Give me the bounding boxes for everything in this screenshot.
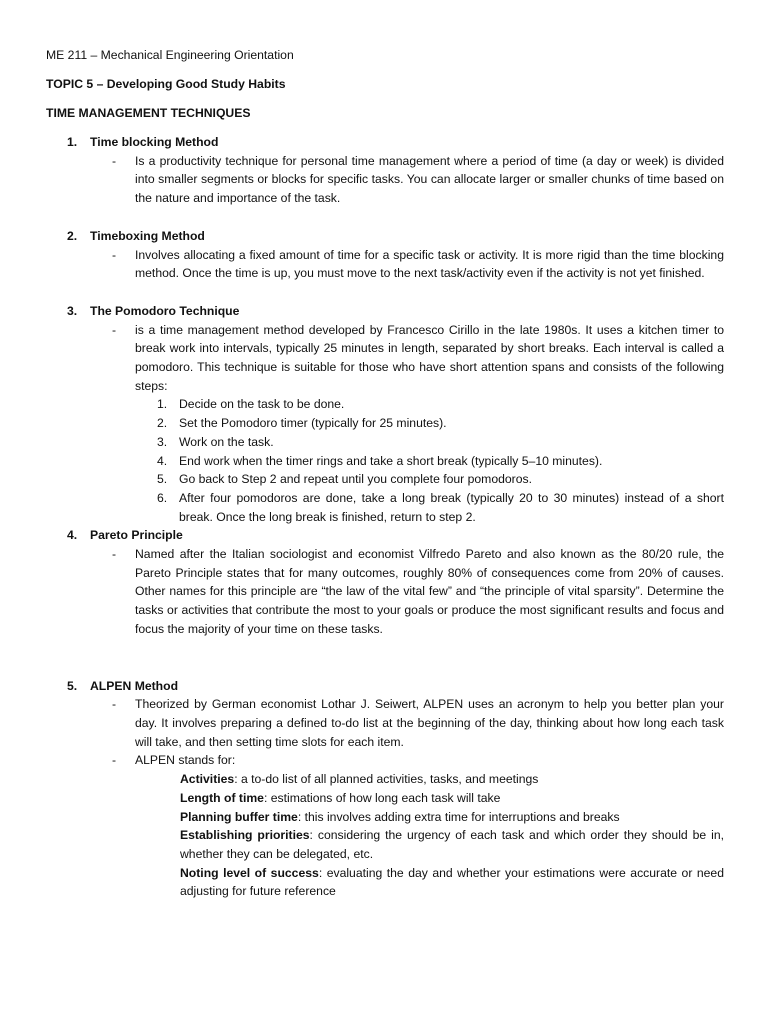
- list-item: [180, 826, 724, 863]
- list-item: [180, 864, 724, 901]
- term-description: : evaluating the day and whether your estimations were accurate or need adjusting for future reference: [180, 865, 724, 899]
- term-description: : this involves adding extra time for interruptions and breaks: [297, 809, 620, 824]
- document-title: TIME MANAGEMENT TECHNIQUES: [46, 106, 251, 120]
- bullet-text: Is a productivity technique for personal time management where a period of time (a day or week) is divided into smaller segments or blocks for specific tasks. You can allocate larger or smaller chunks of time based on the nature and importance of the task.: [135, 153, 724, 206]
- step-text: Decide on the task to be done.: [179, 397, 345, 412]
- section-title: The Pomodoro Technique: [90, 303, 240, 318]
- section-number: 3.: [67, 303, 78, 318]
- dash-bullet-icon: -: [112, 547, 117, 562]
- dash-bullet-icon: -: [112, 697, 117, 712]
- bullet-item: [90, 152, 724, 208]
- bullet-item: [90, 695, 724, 751]
- bullet-item: [90, 545, 724, 639]
- step-number: 3.: [157, 434, 168, 449]
- list-item: [157, 433, 724, 452]
- pomodoro-steps-list: [90, 395, 724, 526]
- dash-bullet-icon: -: [112, 247, 117, 262]
- term-description: : estimations of how long each task will take: [263, 790, 501, 805]
- list-item: [157, 452, 724, 471]
- section-number: 1.: [67, 135, 78, 149]
- dash-bullet-icon: -: [112, 153, 117, 168]
- section-heading: [67, 526, 724, 545]
- term-description: : considering the urgency of each task and which order they should be in, whether they can be delegated, etc.: [180, 828, 724, 861]
- list-item: [157, 414, 724, 433]
- section-title: Timeboxing Method: [90, 228, 205, 243]
- course-header: ME 211 – Mechanical Engineering Orientation: [46, 48, 294, 62]
- section-pareto: [46, 526, 724, 638]
- list-item: [157, 470, 724, 489]
- section-heading: [67, 677, 724, 696]
- step-number: 5.: [157, 472, 168, 487]
- bullet-text: ALPEN stands for:: [135, 753, 236, 768]
- section-title: Time blocking Method: [90, 135, 219, 149]
- step-number: 4.: [157, 453, 168, 468]
- term-description: : a to-do list of all planned activities, tasks, and meetings: [234, 772, 539, 787]
- step-text: After four pomodoros are done, take a long break (typically 20 to 30 minutes) instead of a short break. Once the long break is finished, return to step 2.: [179, 490, 724, 524]
- step-text: Work on the task.: [179, 434, 274, 449]
- section-number: 5.: [67, 678, 78, 693]
- bullet-text: Named after the Italian sociologist and economist Vilfredo Pareto and also known as the 80/20 rule, the Pareto Principle states that for many outcomes, roughly 80% of consequences come from 20% of causes. Other names for this principle are “the law of the vital few” and “the principle of vital sparsity”. Determine the tasks or activities that contribute the most to your goals or produce the most significant results and focus and focus the majority of your time on these tasks.: [135, 547, 724, 636]
- list-item: [180, 808, 724, 827]
- step-text: Go back to Step 2 and repeat until you complete four pomodoros.: [179, 472, 532, 487]
- alpen-terms-list: [90, 770, 724, 901]
- topic-header: TOPIC 5 – Developing Good Study Habits: [46, 77, 286, 91]
- step-number: 1.: [157, 397, 168, 412]
- step-text: Set the Pomodoro timer (typically for 25 minutes).: [179, 416, 447, 431]
- section-title: Pareto Principle: [90, 528, 183, 543]
- bullet-item: [90, 246, 724, 283]
- section-timeboxing: [46, 227, 724, 283]
- section-title: ALPEN Method: [90, 678, 179, 693]
- section-heading: [67, 227, 724, 246]
- section-heading: [67, 302, 724, 321]
- terms-block: [135, 770, 724, 901]
- list-item: [157, 489, 724, 526]
- section-number: 2.: [67, 228, 78, 243]
- section-alpen: [46, 677, 724, 901]
- step-number: 6.: [157, 490, 168, 505]
- term-label: Planning buffer time: [180, 809, 298, 824]
- list-item: [180, 770, 724, 789]
- list-item: [180, 789, 724, 808]
- dash-bullet-icon: -: [112, 753, 117, 768]
- bullet-text: Theorized by German economist Lothar J. Seiwert, ALPEN uses an acronym to help you better plan your day. It involves preparing a defined to-do list at the beginning of the day, thinking about how long each task will take, and then setting time slots for each item.: [135, 697, 724, 749]
- section-number: 4.: [67, 528, 78, 543]
- section-pomodoro: [46, 302, 724, 526]
- bullet-text: Involves allocating a fixed amount of time for a specific task or activity. It is more rigid than the time blocking method. Once the time is up, you must move to the next task/activity even if the activity is not yet finished.: [135, 247, 724, 281]
- bullet-item: [90, 321, 724, 396]
- step-text: End work when the timer rings and take a short break (typically 5–10 minutes).: [179, 453, 603, 468]
- dash-bullet-icon: -: [112, 322, 117, 337]
- list-item: [157, 395, 724, 414]
- bullet-item: [90, 751, 724, 770]
- bullet-text: is a time management method developed by Francesco Cirillo in the late 1980s. It uses a kitchen timer to break work into intervals, typically 25 minutes in length, separated by short breaks. Each interval is called a pomodoro. This technique is suitable for those who have short attention spans and consists of the following steps:: [135, 322, 724, 393]
- term-label: Length of time: [180, 790, 264, 805]
- step-number: 2.: [157, 416, 168, 431]
- term-label: Noting level of success: [180, 865, 319, 880]
- section-heading: [67, 133, 724, 152]
- section-time-blocking: [46, 133, 724, 208]
- term-label: Establishing priorities: [180, 828, 310, 843]
- term-label: Activities: [180, 772, 235, 787]
